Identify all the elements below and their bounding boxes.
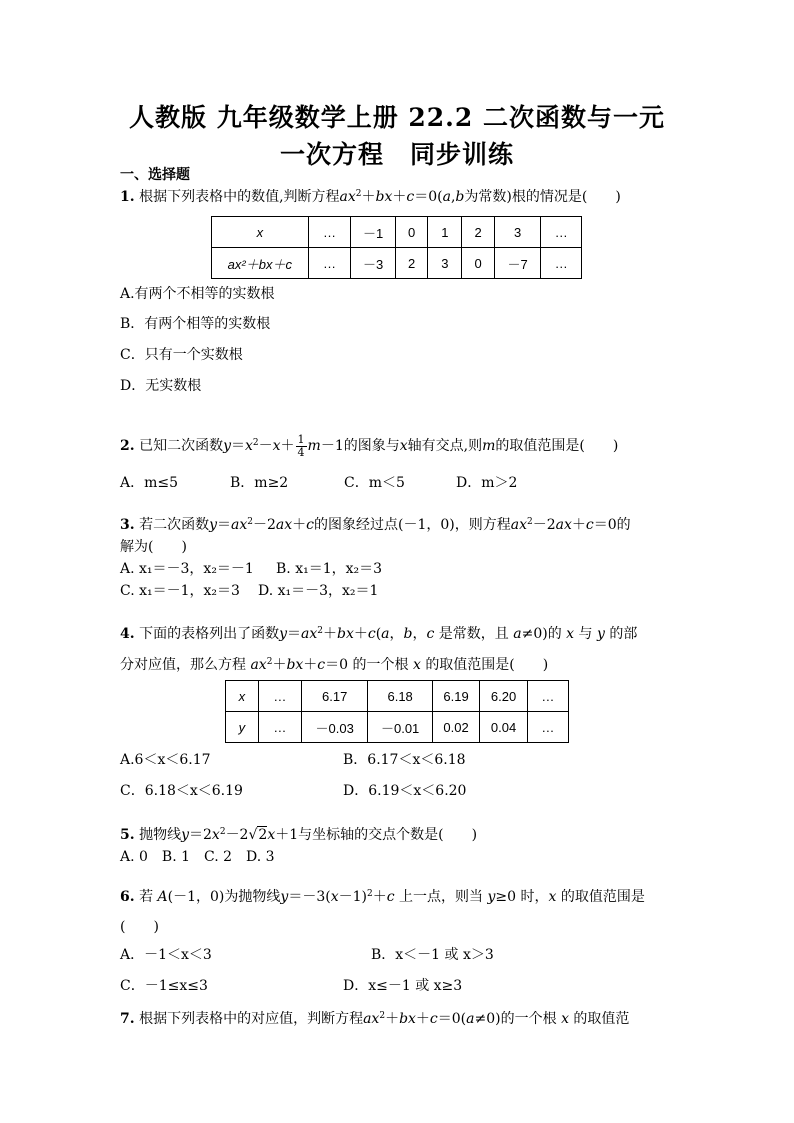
question-1: 1. 根据下列表格中的数值,判断方程$ax^2+bx+c=0(a,b$为常数)根的情况是( ) bbox=[120, 189, 621, 205]
q4-option-c: C．6.18＜x＜6.19 bbox=[120, 783, 243, 799]
q1-option-d: D．无实数根 bbox=[120, 378, 202, 394]
table-cell: y bbox=[226, 712, 259, 743]
question-3-cont: 解为( ) bbox=[120, 539, 187, 555]
question-6: 6. 若 A(－1，0)为抛物线$y=-3(x-1)^2+c$ 上一点，则当 y≥0 时，x 的取值范围是 bbox=[120, 889, 645, 905]
table-cell: … bbox=[258, 681, 301, 712]
table-cell: －3 bbox=[351, 248, 396, 279]
table-cell: 6.20 bbox=[480, 681, 527, 712]
question-3: 3. 若二次函数$y=ax^2-2ax+c$的图象经过点(－1，0)，则方程$ax^2-2ax+c=0$的 bbox=[120, 517, 631, 533]
table-cell: … bbox=[308, 248, 351, 279]
q1-value-table bbox=[211, 216, 582, 279]
section-heading: 一、选择题 bbox=[120, 167, 190, 183]
q3-option-d: D. x₁＝－3，x₂＝1 bbox=[258, 583, 379, 599]
q2-option-d: D．m＞2 bbox=[456, 475, 518, 491]
q4-option-b: B．6.17＜x＜6.18 bbox=[343, 752, 466, 768]
question-6-cont: ( ) bbox=[120, 919, 159, 935]
q1-option-b: B．有两个相等的实数根 bbox=[120, 316, 271, 332]
table-cell: ax²＋bx＋c bbox=[212, 248, 309, 279]
table-cell: … bbox=[258, 712, 301, 743]
q6-option-b: B．x＜－1 或 x＞3 bbox=[371, 947, 494, 963]
table-cell: 0.04 bbox=[480, 712, 527, 743]
q5-options: A. 0 B. 1 C. 2 D. 3 bbox=[120, 849, 275, 865]
question-5: 5. 抛物线$y=2x^2-2√2x+1$与坐标轴的交点个数是( ) bbox=[120, 827, 478, 843]
q4-value-table bbox=[225, 680, 569, 743]
table-cell: －0.01 bbox=[368, 712, 432, 743]
table-cell: －1 bbox=[351, 217, 396, 248]
q1-option-a: A.有两个不相等的实数根 bbox=[120, 286, 275, 302]
table-cell: 0 bbox=[395, 217, 427, 248]
q4-option-a: A.6＜x＜6.17 bbox=[120, 752, 211, 768]
doc-title-line2: 一次方程 同步训练 bbox=[279, 140, 514, 169]
table-cell: －0.03 bbox=[301, 712, 367, 743]
table-cell: 2 bbox=[395, 248, 427, 279]
doc-title-line1: 人教版 九年级数学上册 22.2 二次函数与一元 bbox=[128, 103, 665, 132]
table-cell: x bbox=[212, 217, 309, 248]
q6-option-a: A．－1＜x＜3 bbox=[120, 947, 212, 963]
table-cell: 2 bbox=[462, 217, 494, 248]
q2-option-b: B．m≥2 bbox=[230, 475, 289, 491]
table-cell: … bbox=[527, 681, 568, 712]
table-cell: … bbox=[527, 712, 568, 743]
fraction-one-quarter: $\frac{1}{4}$ bbox=[297, 432, 305, 459]
table-cell: －7 bbox=[494, 248, 541, 279]
q3-option-b: B. x₁＝1，x₂＝3 bbox=[276, 561, 383, 577]
table-cell: 6.18 bbox=[368, 681, 432, 712]
q3-option-c: C. x₁＝－1，x₂＝3 bbox=[120, 583, 240, 599]
table-cell: 6.19 bbox=[432, 681, 479, 712]
table-cell: x bbox=[226, 681, 259, 712]
q6-option-c: C．－1≤x≤3 bbox=[120, 978, 208, 994]
table-cell: 6.17 bbox=[301, 681, 367, 712]
table-cell: 3 bbox=[494, 217, 541, 248]
question-4-cont: 分对应值，那么方程 $ax^2+bx+c=0$ 的一个根 x 的取值范围是( ) bbox=[120, 657, 549, 673]
question-7: 7. 根据下列表格中的对应值，判断方程$ax^2+bx+c=0(a\ne 0)$的一个根 x 的取值范 bbox=[120, 1011, 630, 1027]
question-4: 4. 下面的表格列出了函数$y=ax^2+bx+c(a$，b，c 是常数，且 a≠0)的 x 与 y 的部 bbox=[120, 626, 638, 642]
table-cell: 3 bbox=[428, 248, 462, 279]
table-cell: … bbox=[308, 217, 351, 248]
table-cell: 0 bbox=[462, 248, 494, 279]
table-cell: … bbox=[541, 248, 582, 279]
table-cell: 0.02 bbox=[432, 712, 479, 743]
question-2: 2. 已知二次函数$y=x^2-x+$ $\frac{1}{4}$ m－1的图象与x轴有交点,则m的取值范围是( ) bbox=[120, 432, 619, 459]
q1-option-c: C．只有一个实数根 bbox=[120, 347, 243, 363]
sqrt-symbol: √ bbox=[248, 827, 258, 843]
q6-option-d: D．x≤－1 或 x≥3 bbox=[343, 978, 463, 994]
table-cell: 1 bbox=[428, 217, 462, 248]
q2-option-a: A．m≤5 bbox=[120, 475, 179, 491]
q3-option-a: A. x₁＝－3，x₂＝－1 bbox=[120, 561, 254, 577]
q2-option-c: C．m＜5 bbox=[344, 475, 405, 491]
table-cell: … bbox=[541, 217, 582, 248]
q4-option-d: D．6.19＜x＜6.20 bbox=[343, 783, 467, 799]
